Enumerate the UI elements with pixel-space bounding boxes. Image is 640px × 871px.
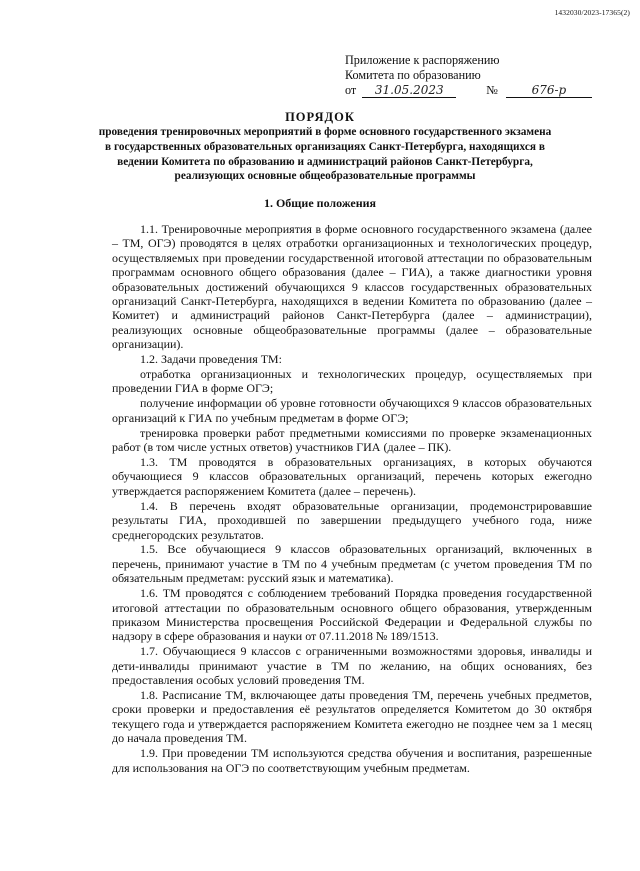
paragraph-1-8: 1.8. Расписание ТМ, включающее даты проведения ТМ, перечень учебных предметов, сроки проверки и предоставления её результатов определяется Комитетом до 30 октября текущего года и утверждается распоряжением Комитета ежегодно не позднее чем за 1 месяц до начала проведения ТМ. xyxy=(112,688,592,746)
from-label: от xyxy=(345,83,357,97)
paragraph-1-7: 1.7. Обучающиеся 9 классов с ограниченными возможностями здоровья, инвалиды и дети-инвалиды принимают участие в ТМ по желанию, на общих основаниях, без предоставления особых условий проведения ТМ. xyxy=(112,644,592,688)
section-heading: 1. Общие положения xyxy=(263,196,377,210)
appendix-block xyxy=(345,53,592,98)
appendix-line-1: Приложение к распоряжению xyxy=(345,53,500,67)
appendix-date-number-line xyxy=(345,83,592,98)
paragraph-1-2: 1.2. Задачи проведения ТМ: xyxy=(140,352,282,367)
document-title: ПОРЯДОК xyxy=(285,110,355,124)
paragraph-1-3: 1.3. ТМ проводятся в образовательных организациях, в которых обучаются обучающиеся 9 классов образовательных организаций, перечень которых ежегодно утверждается распоряжением Комитета (далее – перечень). xyxy=(112,455,592,498)
handwritten-number: 676-р xyxy=(506,83,592,98)
appendix-line-2: Комитета по образованию xyxy=(345,68,481,82)
paragraph-1-1: 1.1. Тренировочные мероприятия в форме основного государственного экзамена (далее – ТМ, ОГЭ) проводятся в целях отработки организационных и технологических процедур, осуществляемых при проведении государственной итоговой аттестации по образовательным программам основного общего образования (далее – ГИА), а также диагностики уровня образовательных достижений обучающихся 9 классов государственных образовательных организаций Санкт-Петербурга, находящихся в ведении Комитета по образованию (далее – Комитет) и администраций районов Санкт-Петербурга (далее – администрации), реализующих основные общеобразовательные программы (далее – образовательные организации). xyxy=(112,222,592,352)
paragraph-1-4: 1.4. В перечень входят образовательные организации, продемонстрировавшие результаты ГИА, проходившей по завершении предыдущего учебного года, ниже среднегородских результатов. xyxy=(112,498,592,542)
paragraph-1-9: 1.9. При проведении ТМ используются средства обучения и воспитания, разрешенные для использования на ОГЭ по соответствующим учебным предметам. xyxy=(112,746,592,775)
paragraph-1-5: 1.5. Все обучающиеся 9 классов образовательных организаций, включенных в перечень, принимают участие в ТМ по 4 учебным предметам (с учетом проведения ТМ по обязательным предметам: русский язык и математика). xyxy=(112,542,592,586)
handwritten-date: 31.05.2023 xyxy=(362,83,456,98)
document-subtitle: проведения тренировочных мероприятий в форме основного государственного экзамена в государственных образовательных организациях Санкт-Петербурга, находящихся в ведении Комитета по образованию и администраций районов Санкт-Петербурга, реализующих основные общеобразовательные программы xyxy=(98,126,552,183)
paragraph-1-2-item-1: отработка организационных и технологических процедур, осуществляемых при проведении ГИА в форме ОГЭ; xyxy=(112,367,592,396)
paragraph-1-6: 1.6. ТМ проводятся с соблюдением требований Порядка проведения государственной итоговой аттестации по образовательным основного общего образования, утвержденным приказом Министерства просвещения Российской Федерации и Федеральной службы по надзору в сфере образования и науки от 07.11.2018 № 189/1513. xyxy=(112,586,592,644)
document-registration-number: 1432030/2023-17365(2) xyxy=(554,8,630,17)
number-label: № xyxy=(486,83,498,97)
paragraph-1-2-item-2: получение информации об уровне готовности обучающихся 9 классов образовательных организаций к ГИА по учебным предметам в форме ОГЭ; xyxy=(112,396,592,425)
document-body xyxy=(112,222,592,775)
paragraph-1-2-item-3: тренировка проверки работ предметными комиссиями по проверке экзаменационных работ (в том числе устных ответов) участников ГИА (далее – ПК). xyxy=(112,425,592,455)
